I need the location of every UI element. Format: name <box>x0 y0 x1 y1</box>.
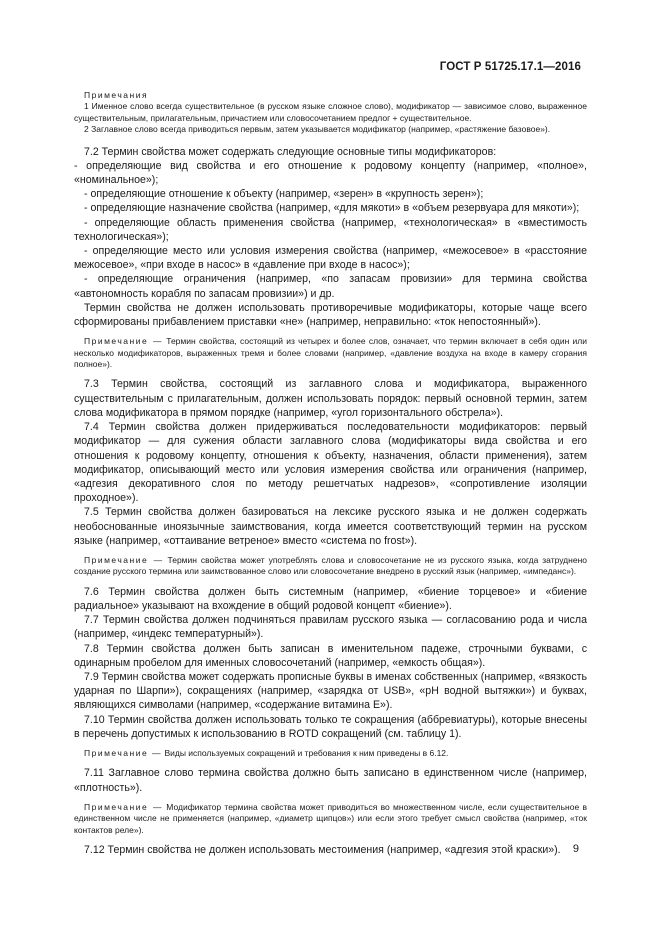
note-paragraph <box>74 748 587 759</box>
note-label: Примечание — <box>84 554 164 565</box>
section-7-9: 7.9 Термин свойства может содержать прописные буквы в именах собственных (например, «вязкость ударная по Шарпи»), сокращениях (например, «зарядка от USB», «pH водной вытяжки») и буквах, являющихся символами (например, «содержание витамина Е»). <box>74 670 587 712</box>
section-7-2-closing: Термин свойства не должен использовать противоречивые модификаторы, которые чаще всего сформированы прибавлением приставки «не» (например, неправильно: «ток непостоянный»). <box>74 301 587 329</box>
note-text: Виды используемых сокращений и требования к ним приведены в 6.12. <box>164 747 449 758</box>
note-label: Примечание — <box>84 336 163 347</box>
standard-id: ГОСТ Р 51725.17.1—2016 <box>439 61 581 73</box>
modifier-type-item: - определяющие назначение свойства (например, «для мякоти» в «объем резервуара для мякоти»); <box>84 202 580 215</box>
note-text: Термин свойства, состоящий из четырех и более слов, означает, что термин включает в себя один или несколько модификаторов, выраженных тремя и более словами (например, «давление воздуха на входе в камеру сгорания полное»). <box>74 336 588 370</box>
note-label: Примечание — <box>84 801 163 812</box>
section-7-7: 7.7 Термин свойства должен подчиняться правилам русского языка — согласованию рода и числа (например, «индекс температурный»). <box>74 614 587 641</box>
section-7-3: 7.3 Термин свойства, состоящий из заглавного слова и модификатора, выраженного существительным с прилагательным, должен использовать порядок: первый основной термин, затем слова модификатора в прямом порядке (например, «угол горизонтального обстрела»). <box>74 378 587 419</box>
section-7-4: 7.4 Термин свойства должен придерживаться последовательности модификаторов: первый модификатор — для сужения области заглавного слова (модификаторы вида свойства и его отношения к родовому концепту, отношения к объекту, назначения, области применения), затем модификатор, описывающий место или условия измерения свойства или ограничения (например, «адгезия декоративного слоя по методу решетчатых надрезов», «сопротивление изоляции проходное»). <box>74 421 587 505</box>
modifier-type-item: - определяющие область применения свойства (например, «технологическая» в «вместимость технологическая»); <box>74 216 587 243</box>
modifier-type-item: - определяющие вид свойства и его отношение к родовому концепту (например, «полное», «номинальное»); <box>74 159 587 187</box>
section-7-5: 7.5 Термин свойства должен базироваться на лексике русского языка и не должен содержать необоснованные иноязычные заимствования, когда имеется соответствующий термин на русском языке (например, «оттаивание ветреное» вместо «система no frost»). <box>74 506 587 547</box>
section-7-12: 7.12 Термин свойства не должен использовать местоимения (например, «адгезия этой краски»). <box>84 844 561 856</box>
page-number: 9 <box>572 843 579 855</box>
note-label: Примечание — <box>84 747 163 758</box>
notes-heading: Примечания <box>84 90 149 100</box>
modifier-type-item: - определяющие отношение к объекту (например, «зерен» в «крупность зерен»); <box>84 188 484 201</box>
note-item-1: 1 Именное слово всегда существительное (в русском языке сложное слово), модификатор — зависимое слово, выраженное существительным, прилагательным, причастием или словосочетанием предлог + существительное. <box>74 101 587 123</box>
page-content <box>74 90 587 857</box>
modifier-type-item: - определяющие ограничения (например, «по запасам провизии» для термина свойства «автономность корабля по запасам провизии») и др. <box>74 273 587 300</box>
note-text: Термин свойства может употреблять слова и словосочетание не из русского языка, когда затруднено создание русского термина или заимствованное слово или словосочетание внедрено в русский язык (например, «импеданс»). <box>74 554 587 577</box>
section-7-8: 7.8 Термин свойства должен быть записан в именительном падеже, строчными буквами, с одинарным пробелом для именных словосочетаний (например, «емкость общая»). <box>74 642 587 669</box>
note-paragraph <box>74 802 587 836</box>
note-item-2: 2 Заглавное слово всегда приводиться первым, затем указывается модификатор (например, «растяжение базовое»). <box>84 124 551 135</box>
note-text: Модификатор термина свойства может приводиться во множественном числе, если существительное в единственном числе не применяется (например, «диаметр щипцов») или если этого требует смысл свойства (например, «ток контактов реле»). <box>74 801 587 835</box>
section-7-10: 7.10 Термин свойства должен использовать только те сокращения (аббревиатуры), которые внесены в перечень допустимых к использованию в ROTD сокращений (см. таблицу 1). <box>74 713 587 740</box>
note-paragraph <box>74 555 587 578</box>
section-7-11: 7.11 Заглавное слово термина свойства должно быть записано в единственном числе (например, «плотность»). <box>74 767 587 794</box>
section-7-2-intro: 7.2 Термин свойства может содержать следующие основные типы модификаторов: <box>84 145 497 158</box>
note-paragraph <box>74 336 587 370</box>
section-7-6: 7.6 Термин свойства должен быть системным (например, «биение торцевое» и «биение радиальное» указывают на вхождение в общий родовой концепт «биение»). <box>74 585 587 612</box>
modifier-type-item: - определяющие место или условия измерения свойства (например, «межосевое» в «расстояние межосевое», «при входе в насос» в «давление при входе в насос»); <box>74 245 587 272</box>
